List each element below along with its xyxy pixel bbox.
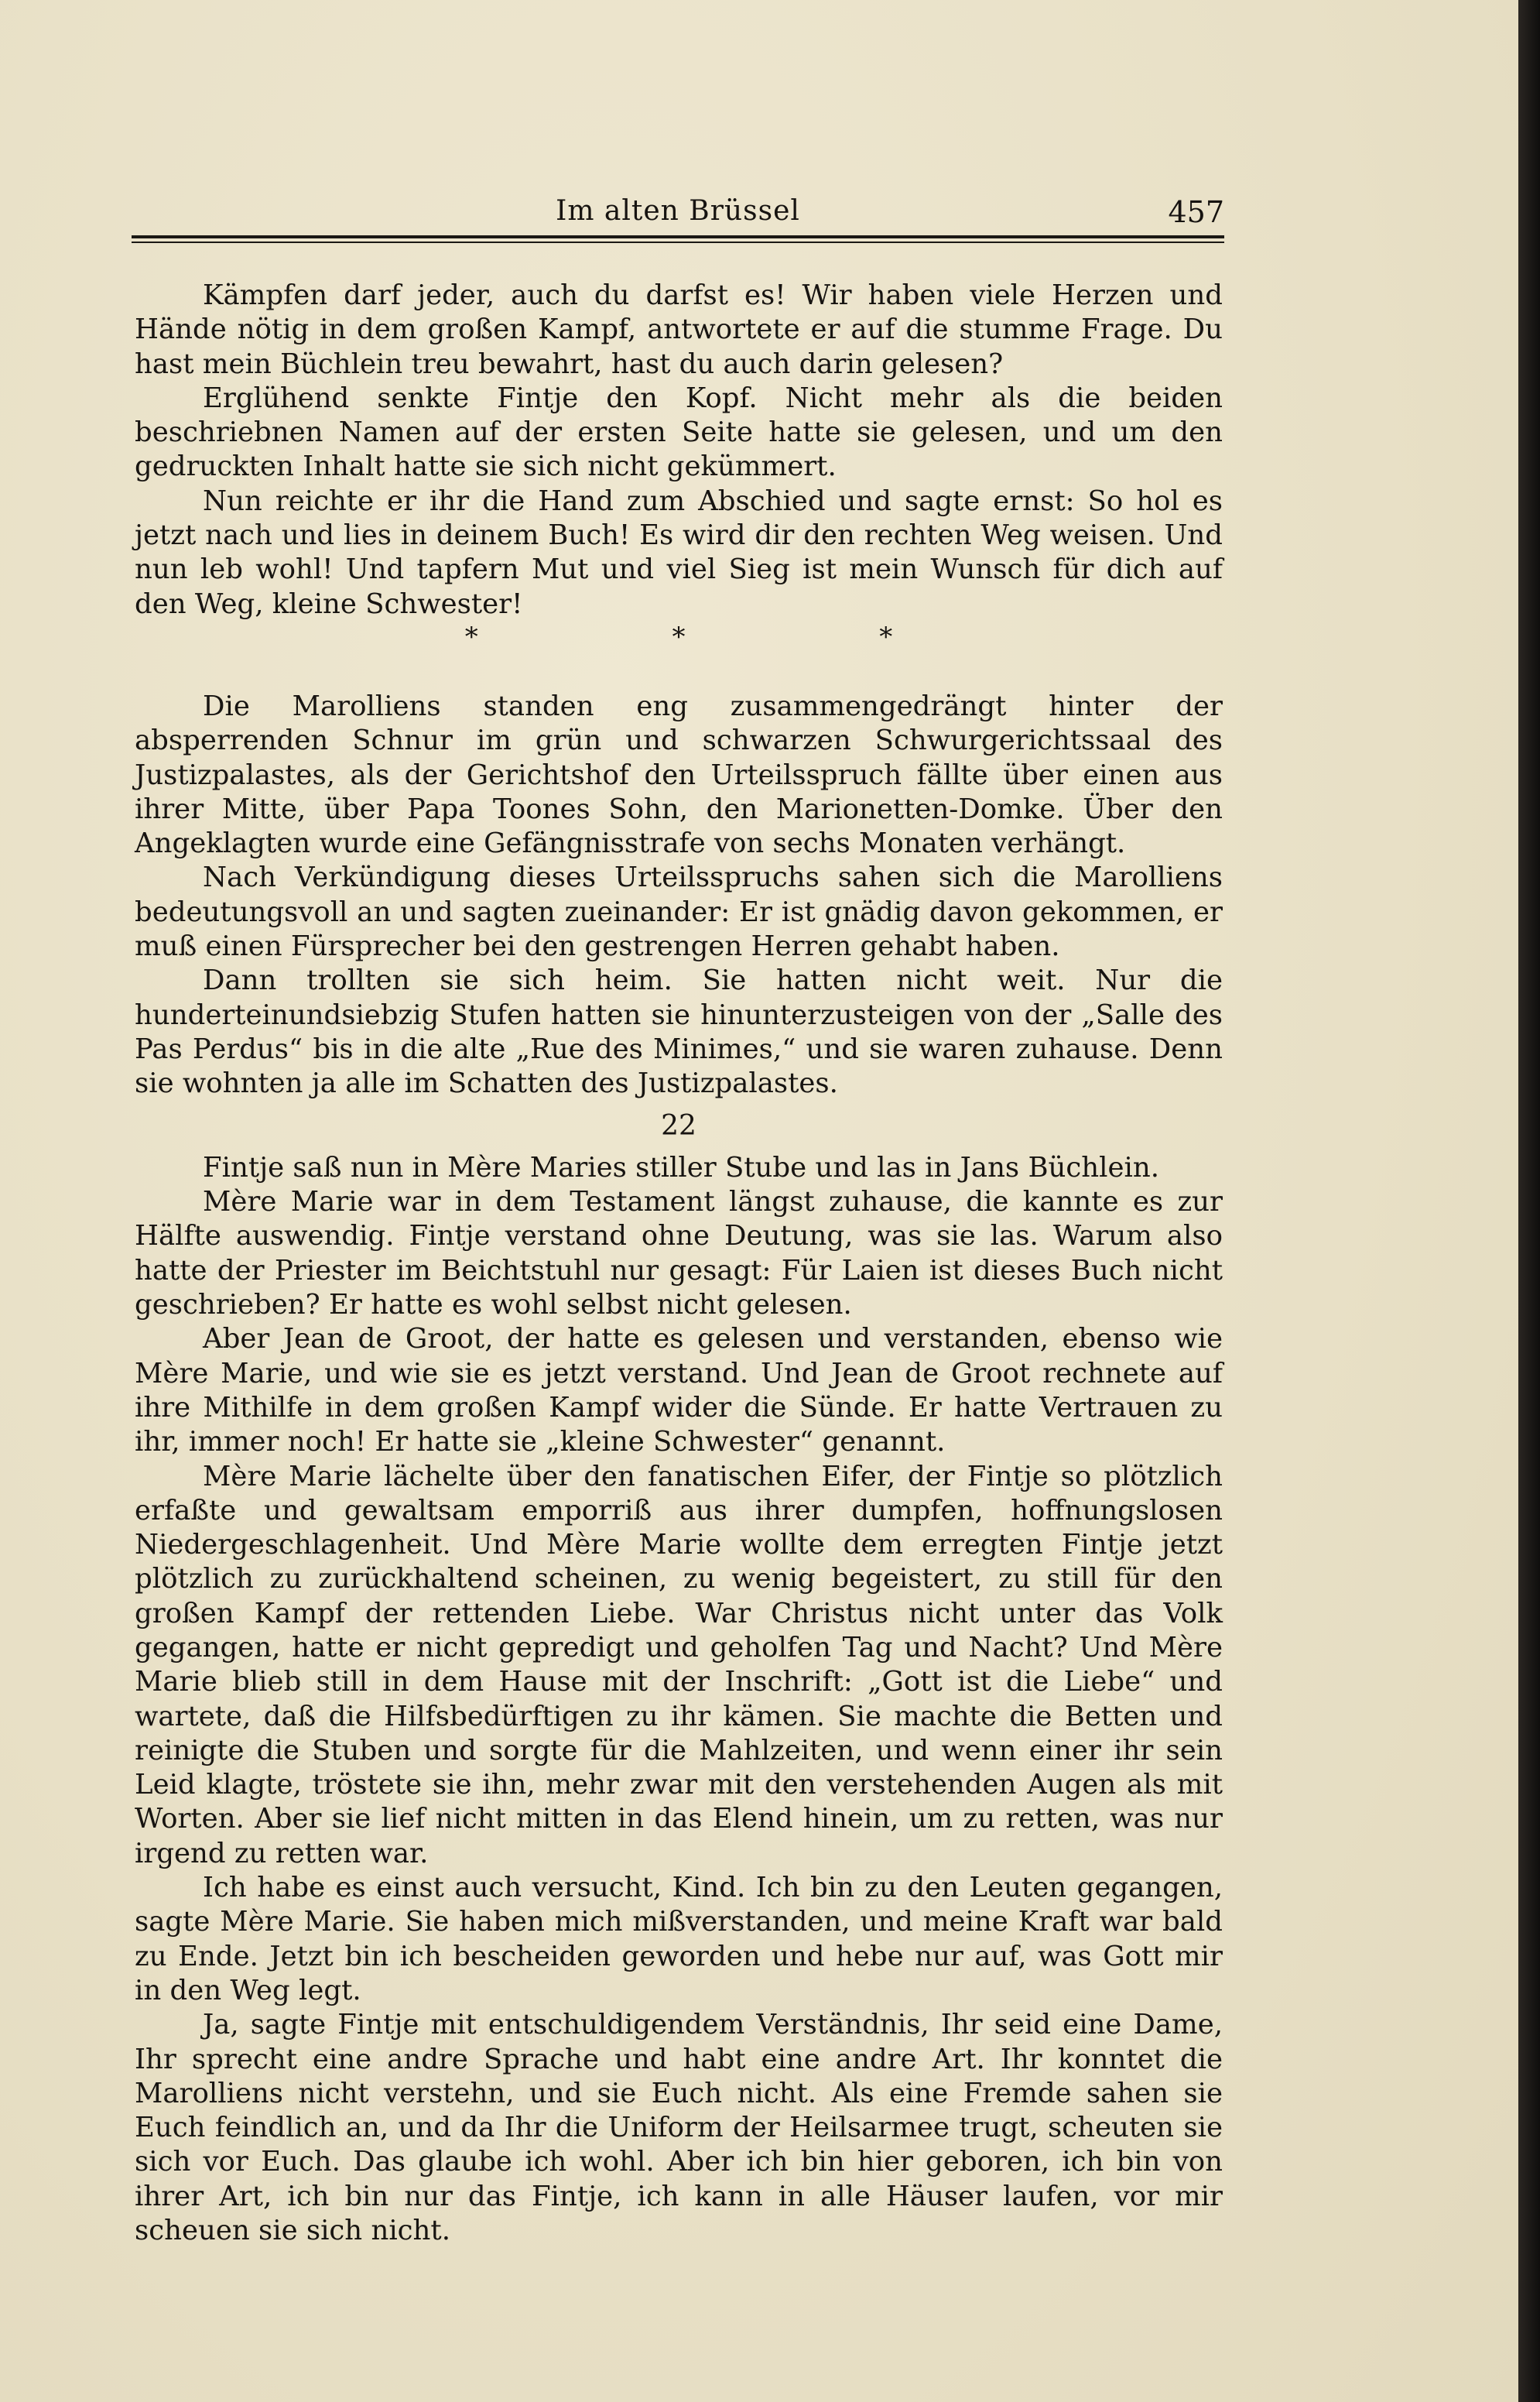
paragraph: Nun reichte er ihr die Hand zum Abschied und sagte ernst: So hol es jetzt nach und lies in deinem Buch! Es wird dir den rechten Weg weisen. Und nun leb wohl! Und tapfern Mut und viel Sieg ist mein Wunsch für dich auf den Weg, kleine Schwester! xyxy=(135,485,1223,620)
page-number: 457 xyxy=(1168,195,1224,229)
section-separator: * * * xyxy=(464,621,986,653)
header-rule-thin xyxy=(132,242,1224,243)
header-rule-thick xyxy=(132,235,1224,238)
paragraph: Kämpfen darf jeder, auch du darfst es! Wir haben viele Herzen und Hände nötig in dem großen Kampf, antwortete er auf die stumme Frage. Du hast mein Büchlein treu bewahrt, hast du auch darin gelesen? xyxy=(135,279,1223,380)
body-text xyxy=(135,279,1223,2248)
running-head-title: Im alten Brüssel xyxy=(556,195,800,227)
paragraph: Erglühend senkte Fintje den Kopf. Nicht mehr als die beiden beschriebnen Namen auf der ersten Seite hatte sie gelesen, und um den gedruckten Inhalt hatte sie sich nicht gekümmert. xyxy=(135,382,1223,483)
paragraph: Nach Verkündigung dieses Urteilsspruchs sahen sich die Marolliens bedeutungsvoll an und sagten zueinander: Er ist gnädig davon gekommen, er muß einen Fürsprecher bei den gestrengen Herren gehabt haben. xyxy=(135,862,1223,963)
paragraph: Mère Marie lächelte über den fanatischen Eifer, der Fintje so plötzlich erfaßte und gewaltsam emporriß aus ihrer dumpfen, hoffnungslosen Niedergeschlagenheit. Und Mère Marie wollte dem erregten Fintje jetzt plötzlich zu zurückhaltend scheinen, zu wenig begeistert, zu still für den großen Kampf der rettenden Liebe. War Christus nicht unter das Volk gegangen, hatte er nicht gepredigt und geholfen Tag und Nacht? Und Mère Marie blieb still in dem Hause mit der Inschrift: „Gott ist die Liebe“ und wartete, daß die Hilfsbedürftigen zu ihr kämen. Sie machte die Betten und reinigte die Stuben und sorgte für die Mahlzeiten, und wenn einer ihr sein Leid klagte, tröstete sie ihn, mehr zwar mit den verstehenden Augen als mit Worten. Aber sie lief nicht mitten in das Elend hinein, um zu retten, was nur irgend zu retten war. xyxy=(135,1460,1223,1869)
paragraph: Aber Jean de Groot, der hatte es gelesen und verstanden, ebenso wie Mère Marie, und wie sie es jetzt verstand. Und Jean de Groot rechnete auf ihre Mithilfe in dem großen Kampf wider die Sünde. Er hatte Vertrauen zu ihr, immer noch! Er hatte sie „kleine Schwester“ genannt. xyxy=(135,1323,1223,1458)
chapter-number: 22 xyxy=(661,1109,696,1142)
paragraph: Mère Marie war in dem Testament längst zuhause, die kannte es zur Hälfte auswendig. Fintje verstand ohne Deutung, was sie las. Warum also hatte der Priester im Beichtstuhl nur gesagt: Für Laien ist dieses Buch nicht geschrieben? Er hatte es wohl selbst nicht gelesen. xyxy=(135,1186,1223,1321)
paragraph: Ich habe es einst auch versucht, Kind. Ich bin zu den Leuten gegangen, sagte Mère Marie. Sie haben mich mißverstanden, und meine Kraft war bald zu Ende. Jetzt bin ich bescheiden geworden und hebe nur auf, was Gott mir in den Weg legt. xyxy=(135,1872,1223,2006)
paragraph: Die Marolliens standen eng zusammengedrängt hinter der absperrenden Schnur im grün und schwarzen Schwurgerichtssaal des Justizpalastes, als der Gerichtshof den Urteilsspruch fällte über einen aus ihrer Mitte, über Papa Toones Sohn, den Marionetten-Domke. Über den Angeklagten wurde eine Gefängnisstrafe von sechs Monaten verhängt. xyxy=(135,690,1223,860)
paragraph: Fintje saß nun in Mère Maries stiller Stube und las in Jans Büchlein. xyxy=(203,1151,1159,1184)
running-head xyxy=(132,195,1224,234)
paragraph: Ja, sagte Fintje mit entschuldigendem Verständnis, Ihr seid eine Dame, Ihr sprecht eine andre Sprache und habt eine andre Art. Ihr konntet die Marolliens nicht verstehn, und sie Euch nicht. Als eine Fremde sahen sie Euch feindlich an, und da Ihr die Uniform der Heilsarmee trugt, scheuten sie sich vor Euch. Das glaube ich wohl. Aber ich bin hier geboren, ich bin von ihrer Art, ich bin nur das Fintje, ich kann in alle Häuser laufen, vor mir scheuen sie sich nicht. xyxy=(135,2009,1223,2247)
paragraph: Dann trollten sie sich heim. Sie hatten nicht weit. Nur die hunderteinundsiebzig Stufen hatten sie hinunterzusteigen von der „Salle des Pas Perdus“ bis in die alte „Rue des Minimes,“ und sie waren zuhause. Denn sie wohnten ja alle im Schatten des Justizpalastes. xyxy=(135,965,1223,1100)
page-edge-shadow xyxy=(1518,0,1540,2402)
